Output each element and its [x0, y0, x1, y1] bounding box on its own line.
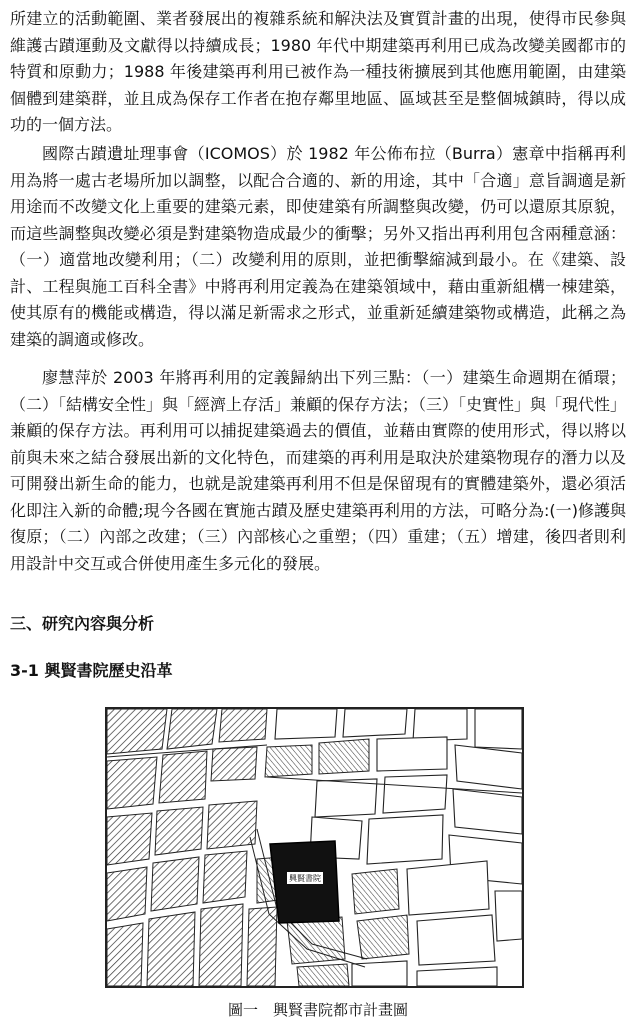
figure-caption: 圖一 興賢書院都市計畫圖: [227, 1001, 408, 1019]
paragraph-1: 所建立的活動範圍、業者發展出的複雜系統和解決法及實質計畫的出現，使得市民參與維護古蹟運動及文獻得以持續成長；1980 年代中期建築再利用已成為改變美國都市的特質和原動力；1988 年後建築再利用已被作為一種技術擴展到其他應用範圍，由建築個體到建築群，並且成為保存工作者在抱存鄰里地區、區域甚至是整個城鎮時，得以成功的一個方法。: [10, 9, 626, 134]
subsection-heading: 3-1 興賢書院歷史沿革: [10, 661, 173, 680]
section-heading: 三、研究內容與分析: [10, 614, 155, 633]
academy-label: 興賢書院: [289, 874, 321, 883]
city-plan-map: [105, 707, 524, 988]
paragraph-2: 國際古蹟遺址理事會（ICOMOS）於 1982 年公佈布拉（Burra）憲章中指稱再利用為將一處古老場所加以調整，以配合合適的、新的用途，其中「合適」意旨調適是新用途而不改變文化上重要的建築元素，即使建築有所調整與改變，仍可以還原其原貌，而這些調整與改變必須是對建築物造成最少的衝擊；另外又指出再利用包含兩種意涵：（一）適當地改變利用；（二）改變利用的原則，並把衝擊縮減到最小。在《建築、設計、工程與施工百科全書》中將再利用定義為在建築領域中，藉由重新組構一棟建築，使其原有的機能或構造，得以滿足新需求之形式，並重新延續建築物或構造，此稱之為建築的調適或修改。: [10, 144, 626, 349]
paragraph-3: 廖慧萍於 2003 年將再利用的定義歸納出下列三點：（一）建築生命週期在循環；（二）「結構安全性」與「經濟上存活」兼顧的保存方法；（三）「史實性」與「現代性」兼顧的保存方法。再利用可以捕捉建築過去的價值，並藉由實際的使用形式，得以將以前與未來之結合發展出新的文化特色，而建築的再利用是取決於建築物現存的潛力以及可開發出新生命的能力，也就是說建築再利用不但是保留現有的實體建築外，還必須活化即注入新的命體;現今各國在實施古蹟及歷史建築再利用的方法，可略分為:(一)修護與復原；（二）內部之改建；（三）內部核心之重塑；（四）重建；（五）增建，後四者則利用設計中交互或合併使用產生多元化的發展。: [10, 368, 627, 573]
map-drawing: [107, 709, 522, 986]
